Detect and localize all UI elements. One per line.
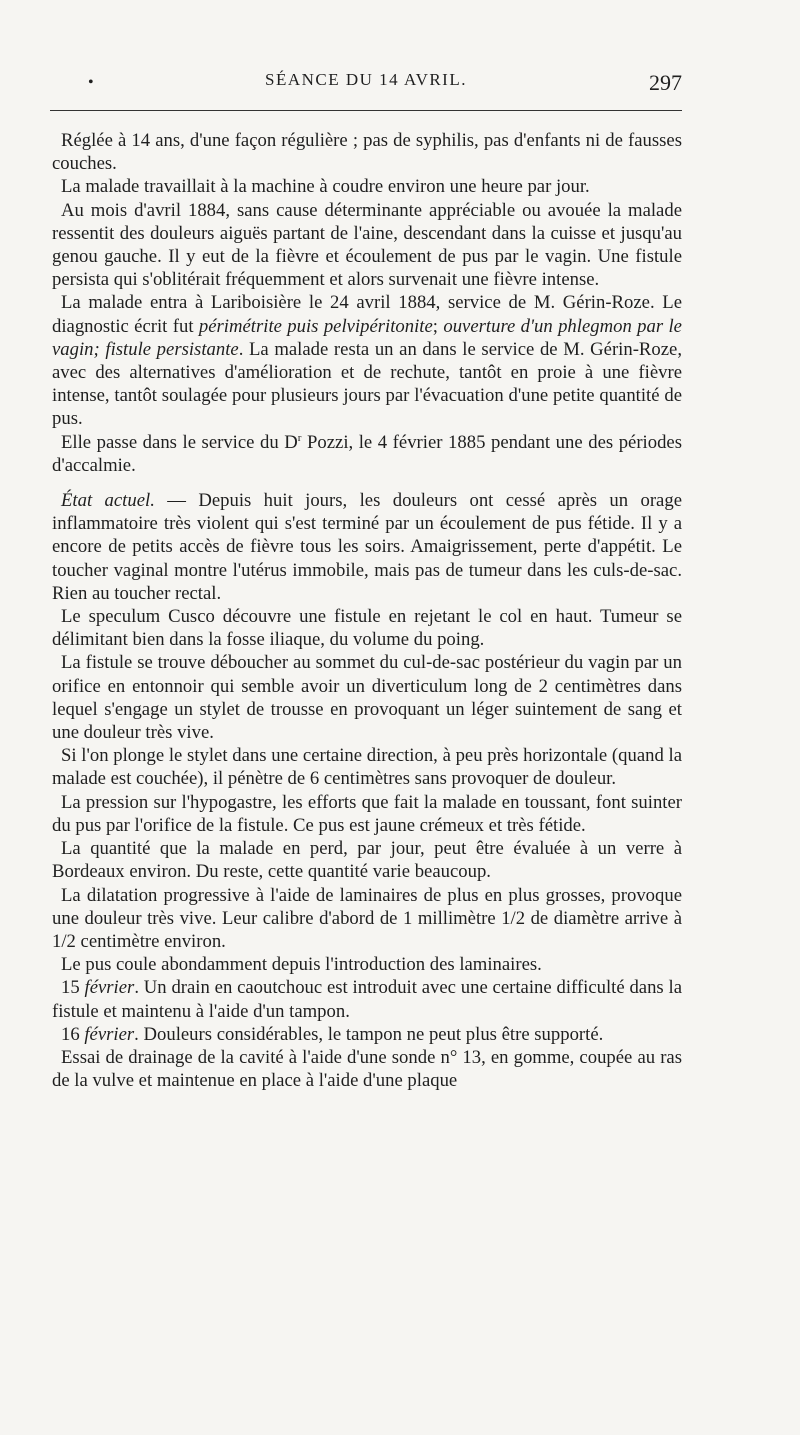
body-text [52,129,682,1092]
p14-part-c: . Un drain en caoutchouc est introduit avec une certaine difficulté dans la fistule et maintenu à l'aide d'un tampon. [52,977,682,1022]
etat-actuel-heading: État actuel. [61,490,155,512]
paragraph-14 [52,976,682,1022]
p4-part-a: La malade entra à Lariboisière le 24 avril 1884, service de M. Gérin-Roze. Le diagnostic écrit fut [52,292,682,337]
paragraph-7: Le speculum Cusco découvre une fistule en rejetant le col en haut. Tumeur se délimitant bien dans la fosse iliaque, du volume du poing. [52,606,682,651]
page-header [50,70,682,104]
p6-part-b: — Depuis huit jours, les douleurs ont cessé après un orage inflammatoire très violent qui s'est terminé par un écoulement de pus fétide. Il y a encore de petits accès de fièvre tous les soirs. Amaigrissement, perte d'appétit. Le toucher vaginal montre l'utérus immobile, mais pas de tumeur dans les culs-de-sac. Rien au toucher rectal. [52,490,682,604]
p4-part-c: ; [432,315,444,337]
p15-date-day: 16 [61,1023,85,1045]
paragraph-13: Le pus coule abondamment depuis l'introduction des laminaires. [61,954,542,976]
running-head [50,70,682,90]
running-head-day: 14 [379,70,400,89]
p4-diagnosis-italic: périmétrite puis pelvipéritonite [198,315,433,337]
header-rule [50,110,682,111]
paragraph-6 [52,489,682,605]
p15-date-month: février [84,1023,135,1045]
running-head-prefix: SÉANCE DU [265,70,380,89]
p14-date-month: février [84,977,135,999]
paragraph-16: Essai de drainage de la cavité à l'aide d'une sonde n° 13, en gomme, coupée au ras de la vulve et maintenue en place à l'aide d'une plaque [52,1046,682,1092]
paragraph-9: Si l'on plonge le stylet dans une certaine direction, à peu près horizontale (quand la malade est couchée), il pénètre de 6 centimètres sans provoquer de douleur. [52,745,682,790]
p15-part-c: . Douleurs considérables, le tampon ne peut plus être supporté. [134,1023,604,1045]
p5-part-a: Elle passe dans le service du D [61,431,298,453]
p5-superscript: r [297,431,302,444]
header-dot-mark: • [88,74,94,91]
p5-part-c: Pozzi, le 4 février 1885 pendant une des périodes d'accalmie. [52,431,682,476]
paragraph-10: La pression sur l'hypogastre, les efforts que fait la malade en toussant, font suinter du pus par l'orifice de la fistule. Ce pus est jaune crémeux et très fétide. [52,791,682,836]
paragraph-5 [52,431,682,477]
paragraph-11: La quantité que la malade en perd, par jour, peut être évaluée à un verre à Bordeaux environ. Du reste, cette quantité varie beaucoup. [52,838,682,883]
paragraph-8: La fistule se trouve déboucher au sommet du cul-de-sac postérieur du vagin par un orifice en entonnoir qui semble avoir un diverticulum long de 2 centimètres dans lequel s'engage un stylet de trousse en provoquant un léger suintement de sang et une douleur très vive. [52,652,682,744]
running-head-suffix: AVRIL. [399,70,467,89]
paragraph-2: La malade travaillait à la machine à coudre environ une heure par jour. [61,176,590,198]
paragraph-1: Réglée à 14 ans, d'une façon régulière ; pas de syphilis, pas d'enfants ni de fausses couches. [52,130,682,175]
p4-part-e: . La malade resta un an dans le service de M. Gérin-Roze, avec des alternatives d'amélioration et de rechute, tantôt en proie à une fièvre intense, tantôt soulagée pour plusieurs jours par l'évacuation d'une petite quantité de pus. [52,338,682,430]
paragraph-15 [52,1023,682,1046]
p14-date-day: 15 [61,977,85,999]
paragraph-3: Au mois d'avril 1884, sans cause déterminante appréciable ou avouée la malade ressentit des douleurs aiguës partant de l'aine, descendant dans la cuisse et jusqu'au genou gauche. Il y eut de la fièvre et écoulement de pus par le vagin. Une fistule persista qui s'oblitérait fréquemment et alors survenait une fièvre intense. [52,199,682,291]
p4-diagnosis-italic-2: ouverture d'un phlegmon par le vagin; fistule persistante [52,315,682,360]
paragraph-4 [52,291,682,430]
page-number: 297 [649,70,682,95]
paragraph-12: La dilatation progressive à l'aide de laminaires de plus en plus grosses, provoque une douleur très vive. Leur calibre d'abord de 1 millimètre 1/2 de diamètre arrive à 1/2 centimètre environ. [52,884,682,952]
